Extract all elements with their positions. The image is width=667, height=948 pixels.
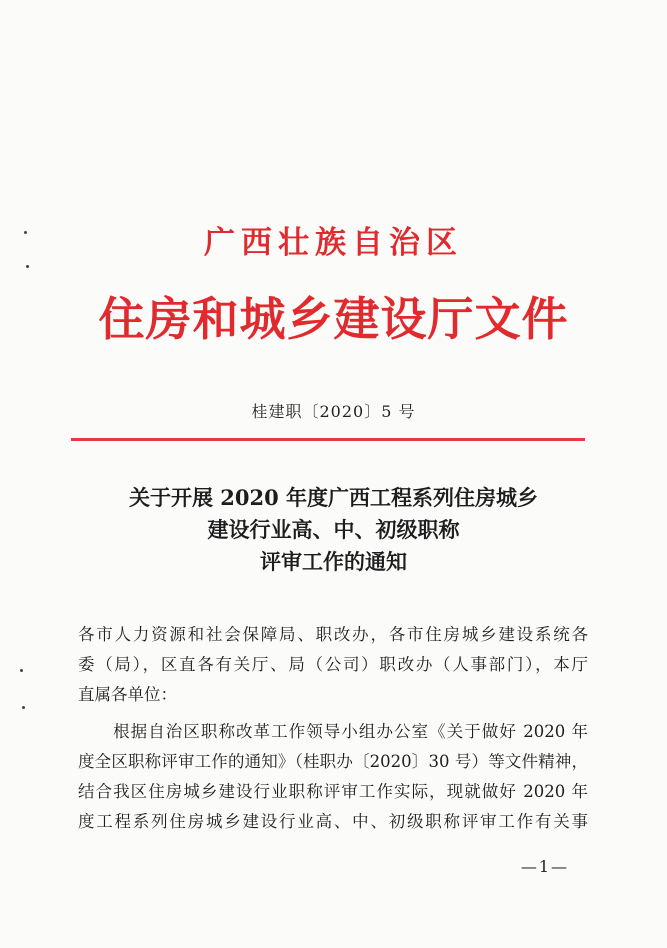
body-line: 委（局），区直各有关厅、局（公司）职改办（人事部门），本厅: [78, 655, 588, 674]
body-line: 度全区职称评审工作的通知》（桂职办〔2020〕30 号）等文件精神，: [78, 752, 588, 771]
issuing-agency-title: 住房和城乡建设厅文件: [98, 292, 569, 346]
scan-speck: [26, 265, 29, 268]
notice-title-line: 建设行业高、中、初级职称: [207, 517, 460, 542]
body-line: 结合我区住房城乡建设行业职称评审工作实际，现就做好 2020 年: [78, 782, 588, 801]
notice-title-line: 关于开展 2020 年度广西工程系列住房城乡: [128, 485, 539, 510]
body-line: 度工程系列住房城乡建设行业高、中、初级职称评审工作有关事: [78, 812, 588, 831]
body-line: 根据自治区职称改革工作领导小组办公室《关于做好 2020 年: [78, 722, 588, 741]
document-number: 桂建职〔2020〕5 号: [251, 402, 416, 421]
scan-speck: [22, 706, 25, 709]
body-text: [78, 620, 588, 837]
page-number: —1—: [520, 857, 569, 876]
body-line: 直属各单位：: [78, 685, 177, 704]
notice-title-line: 评审工作的通知: [260, 549, 407, 574]
notice-title: [0, 482, 667, 578]
body-line: 各市人力资源和社会保障局、职改办，各市住房城乡建设系统各: [78, 625, 588, 644]
issuing-region: 广西壮族自治区: [204, 225, 463, 261]
scan-speck: [20, 669, 23, 672]
red-separator-rule: [71, 438, 585, 441]
